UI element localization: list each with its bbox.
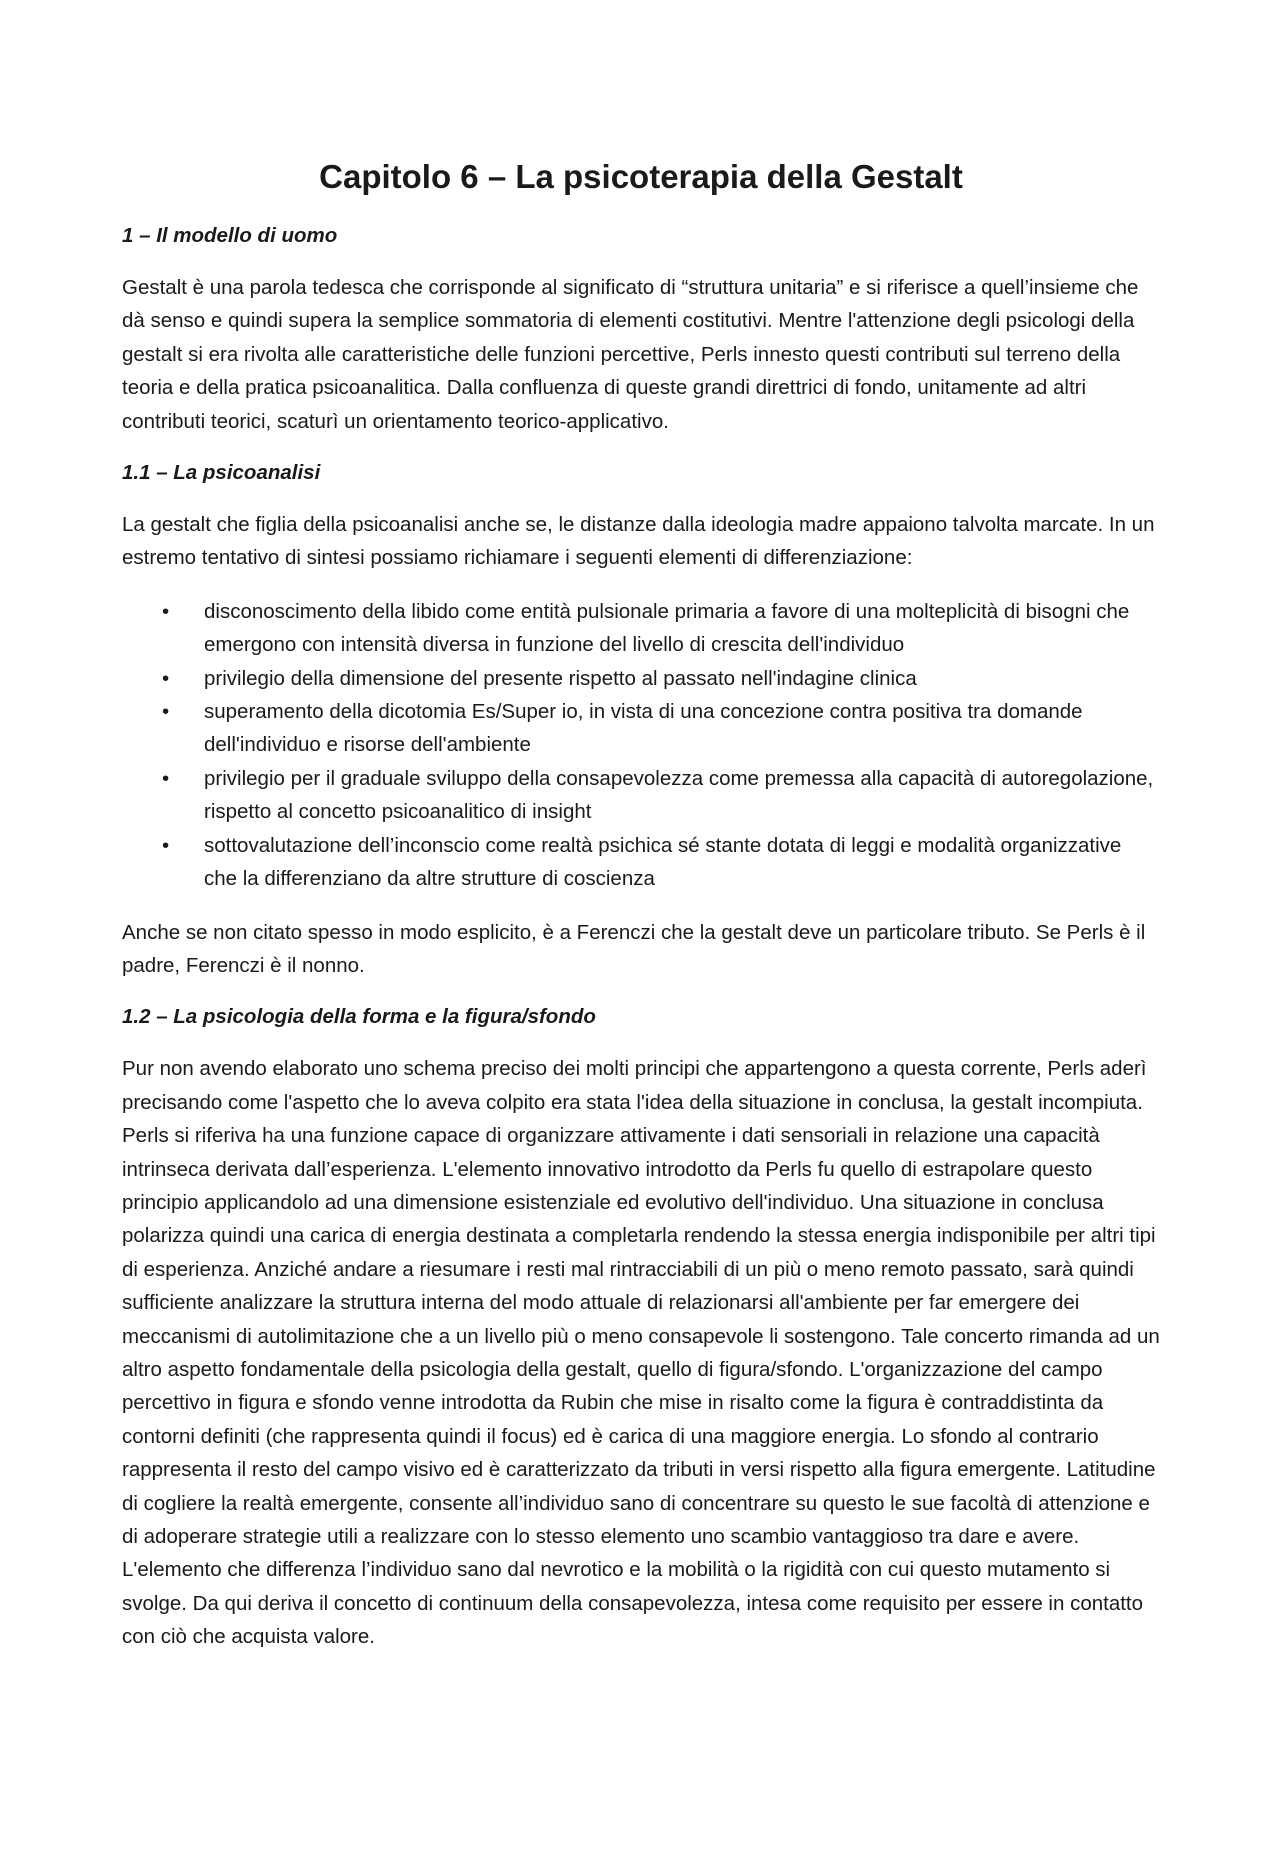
bullet-icon: • — [162, 766, 170, 790]
list-item — [162, 595, 1160, 662]
bullet-icon: • — [162, 599, 170, 623]
list-item — [162, 695, 1160, 762]
list-item — [162, 662, 1160, 695]
list-item-text: privilegio per il graduale sviluppo della consapevolezza come premessa alla capacità di autoregolazione, rispetto al concetto psicoanalitico di insight — [204, 766, 1154, 824]
section-1-1-intro: La gestalt che figlia della psicoanalisi anche se, le distanze dalla ideologia madre appaiono talvolta marcate. In un estremo tentativo di sintesi possiamo richiamare i seguenti elementi di differenziazione: — [122, 513, 1155, 570]
list-item-text: superamento della dicotomia Es/Super io, in vista di una concezione contra positiva tra domande dell'individuo e risorse dell'ambiente — [204, 700, 1083, 757]
differentiation-list — [122, 595, 1160, 896]
chapter-title: Capitolo 6 – La psicoterapia della Gestalt — [319, 158, 963, 195]
section-heading-1: 1 – Il modello di uomo — [122, 224, 338, 247]
list-item — [162, 762, 1160, 829]
list-item-text: disconoscimento della libido come entità pulsionale primaria a favore di una molteplicità di bisogni che emergono con intensità diversa in funzione del livello di crescita dell'individuo — [204, 599, 1130, 657]
bullet-icon: • — [162, 666, 170, 690]
section-1-1-closing: Anche se non citato spesso in modo esplicito, è a Ferenczi che la gestalt deve un particolare tributo. Se Perls è il padre, Ferenczi è il nonno. — [122, 920, 1146, 977]
list-item-text: sottovalutazione dell’inconscio come realtà psichica sé stante dotata di leggi e modalità organizzative che la differenziano da altre strutture di coscienza — [204, 833, 1122, 891]
section-heading-1-2: 1.2 – La psicologia della forma e la figura/sfondo — [122, 1005, 596, 1029]
section-heading-1-1: 1.1 – La psicoanalisi — [122, 461, 321, 485]
section-1-2-paragraph: Pur non avendo elaborato uno schema preciso dei molti principi che appartengono a questa corrente, Perls aderì precisando come l'aspetto che lo aveva colpito era stata l'idea della situazione in conclusa, la gestalt incompiuta. Perls si riferiva ha una funzione capace di organizzare attivamente i dati sensoriali in relazione una capacità intrinseca derivata dall’esperienza. L'elemento innovativo introdotto da Perls fu quello di estrapolare questo principio applicandolo ad una dimensione esistenziale ed evolutivo dell'individuo. Una situazione in conclusa polarizza quindi una carica di energia destinata a completarla rendendo la stessa energia indisponibile per altri tipi di esperienza. Anziché andare a riesumare i resti mal rintracciabili di un più o meno remoto passato, sarà quindi sufficiente analizzare la struttura interna del modo attuale di relazionarsi all'ambiente per far emergere dei meccanismi di autolimitazione che a un livello più o meno consapevole li sostengono. Tale concerto rimanda ad un altro aspetto fondamentale della psicologia della gestalt, quello di figura/sfondo. L'organizzazione del campo percettivo in figura e sfondo venne introdotta da Rubin che mise in risalto come la figura è contraddistinta da contorni definiti (che rappresenta quindi il focus) ed è carica di una maggiore energia. Lo sfondo al contrario rappresenta il resto del campo visivo ed è caratterizzato da tributi in versi rispetto alla figura emergente. Latitudine di cogliere la realtà emergente, consente all’individuo sano di concentrare su questo le sue facoltà di attenzione e di adoperare strategie utili a realizzare con lo stesso elemento uno scambio vantaggioso tra dare e avere. L'elemento che differenza l’individuo sano dal nevrotico e la mobilità o la rigidità con cui questo mutamento si svolge. Da qui deriva il concetto di continuum della consapevolezza, intesa come requisito per essere in contatto con ciò che acquista valore. — [122, 1057, 1160, 1649]
bullet-icon: • — [162, 700, 170, 724]
bullet-icon: • — [162, 833, 170, 857]
section-1-paragraph: Gestalt è una parola tedesca che corrisponde al significato di “struttura unitaria” e si riferisce a quell’insieme che dà senso e quindi supera la semplice sommatoria di elementi costitutivi. Mentre l'attenzione degli psicologi della gestalt si era rivolta alle caratteristiche delle funzioni percettive, Perls innesto questi contributi sul terreno della teoria e della pratica psicoanalitica. Dalla confluenza di queste grandi direttrici di fondo, unitamente ad altri contributi teorici, scaturì un orientamento teorico-applicativo. — [122, 276, 1139, 433]
list-item-text: privilegio della dimensione del presente rispetto al passato nell'indagine clinica — [204, 666, 917, 690]
list-item — [162, 829, 1160, 896]
